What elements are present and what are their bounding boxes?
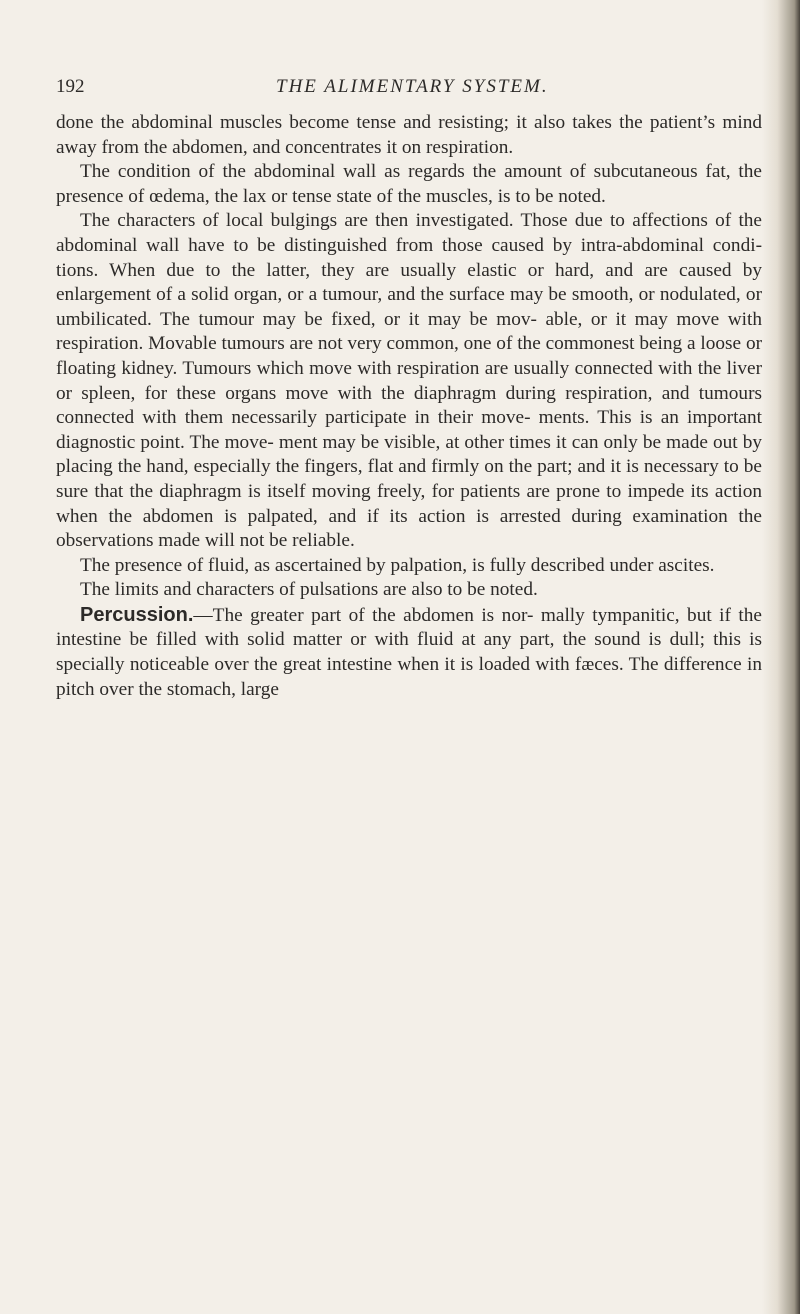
paragraph-abdominal-wall: The condition of the abdominal wall as regards the amount of subcutaneous fat, the presence of œdema, the lax or tense state of the muscles, is to be noted.	[56, 161, 762, 207]
paragraph-pulsations: The limits and characters of pulsations are also to be noted.	[80, 579, 538, 601]
page-header	[56, 76, 756, 106]
paragraph-fluid: The presence of fluid, as ascertained by palpation, is fully described under ascites.	[80, 554, 715, 576]
paragraph-local-bulgings: The characters of local bulgings are then investigated. Those due to affections of the abdominal wall have to be distinguished from those caused by intra-abdominal condi- tions. When due to the latter, they are usually elastic or hard, and are caused by enlargement of a solid organ, or a tumour, and the surface may be smooth, or nodulated, or umbilicated. The tumour may be fixed, or it may be mov- able, or it may move with respiration. Movable tumours are not very common, one of the commonest being a loose or floating kidney. Tumours which move with respiration are usually connected with the liver or spleen, for these organs move with the diaphragm during respiration, and tumours connected with them necessarily participate in their move- ments. This is an important diagnostic point. The move- ment may be visible, at other times it can only be made out by placing the hand, especially the fingers, flat and firmly on the part; and it is necessary to be sure that the diaphragm is itself moving freely, for patients are prone to impede its action when the abdomen is palpated, and if its action is arrested during examination the observations made will not be reliable.	[56, 210, 762, 552]
paragraph-percussion	[56, 603, 762, 702]
page-edge-shadow	[762, 0, 800, 1314]
page-number: 192	[56, 76, 85, 97]
body-text	[56, 111, 762, 702]
running-head: THE ALIMENTARY SYSTEM.	[276, 76, 549, 97]
section-heading-percussion: Percussion.	[80, 603, 194, 626]
percussion-text: —The greater part of the abdomen is nor- mally tympanitic, but if the intestine be filled with solid matter or with fluid at any part, the sound is dull; this is specially noticeable over the great intestine when it is loaded with fæces. The difference in pitch over the stomach, large	[56, 604, 762, 700]
paragraph-continued: done the abdominal muscles become tense and resisting; it also takes the patient’s mind away from the abdomen, and concentrates it on respiration.	[56, 112, 762, 158]
